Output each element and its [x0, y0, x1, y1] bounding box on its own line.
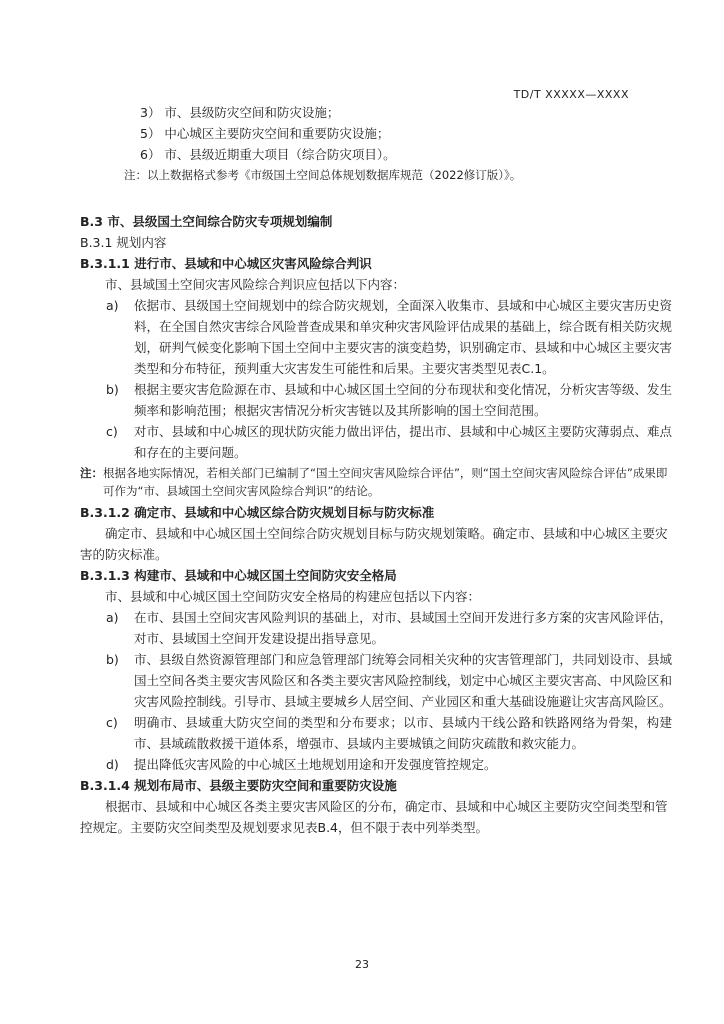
section-paragraph: 根据市、县域和中心城区各类主要灾害风险区的分布，确定市、县域和中心城区主要防灾空间类型和管控规定。主要防灾空间类型及规划要求见表B.4，但不限于表中列举类型。	[80, 799, 668, 835]
data-format-note: 注：以上数据格式参考《市级国土空间总体规划数据库规范（2022修订版）》。	[124, 168, 522, 182]
item-marker: b)	[106, 382, 119, 397]
item-text: 提出降低灾害风险的中心城区土地规划用途和开发强度管控规定。	[134, 757, 497, 772]
section-heading-b311: B.3.1.1 进行市、县域和中心城区灾害风险综合判识	[80, 256, 372, 271]
section-note	[80, 464, 672, 500]
list-item: 3） 市、县级防灾空间和防灾设施；	[140, 105, 340, 120]
note-label: 注：	[80, 466, 103, 480]
section-heading-b3: B.3 市、县级国土空间综合防灾专项规划编制	[80, 214, 333, 229]
item-text: 明确市、县域重大防灾空间的类型和分布要求；以市、县域内干线公路和铁路网络为骨架，构建市、县域疏散救援干道体系，增强市、县域内主要城镇之间防灾疏散和救灾能力。	[134, 715, 672, 751]
list-item	[80, 295, 672, 379]
item-text: 对市、县域和中心城区的现状防灾能力做出评估，提出市、县域和中心城区主要防灾薄弱点、难点和存在的主要问题。	[134, 424, 672, 460]
section-intro: 市、县域国土空间灾害风险综合判识应包括以下内容：	[105, 277, 406, 292]
list-item: 5） 中心城区主要防灾空间和重要防灾设施；	[140, 126, 390, 141]
item-text: 根据主要灾害危险源在市、县域和中心城区国土空间的分布现状和变化情况，分析灾害等级、发生频率和影响范围；根据灾害情况分析灾害链以及其所影响的国土空间范围。	[134, 382, 672, 418]
list-item: 6） 市、县级近期重大项目（综合防灾项目）。	[140, 147, 396, 162]
list-item	[80, 712, 672, 754]
note-text: 根据各地实际情况，若相关部门已编制了“国土空间灾害风险综合评估”，则“国土空间灾害风险综合评估”成果即可作为“市、县域国土空间灾害风险综合判识”的结论。	[103, 466, 668, 498]
section-heading-b312: B.3.1.2 确定市、县域和中心城区综合防灾规划目标与防灾标准	[80, 505, 435, 520]
page-content	[80, 102, 672, 838]
item-marker: b)	[106, 652, 119, 667]
list-item	[80, 754, 672, 775]
document-code: TD/T XXXXX—XXXX	[513, 88, 629, 101]
list-item	[80, 379, 672, 421]
item-marker: a)	[106, 610, 119, 625]
section-paragraph: 确定市、县域和中心城区国土空间综合防灾规划目标与防灾规划策略。确定市、县域和中心城区主要灾害的防灾标准。	[80, 526, 668, 562]
list-item	[80, 421, 672, 463]
item-marker: a)	[106, 298, 119, 313]
item-text: 依据市、县级国土空间规划中的综合防灾规划，全面深入收集市、县域和中心城区主要灾害历史资料，在全国自然灾害综合风险普查成果和单灾种灾害风险评估成果的基础上，综合既有相关防灾规划，研判气候变化影响下国土空间中主要灾害的演变趋势，识别确定市、县域和中心城区主要灾害类型和分布特征，预判重大灾害发生可能性和后果。主要灾害类型见表C.1。	[134, 298, 672, 376]
list-item	[80, 607, 672, 649]
section-heading-b314: B.3.1.4 规划布局市、县级主要防灾空间和重要防灾设施	[80, 778, 397, 793]
item-marker: c)	[106, 424, 118, 439]
item-text: 市、县级自然资源管理部门和应急管理部门统筹会同相关灾种的灾害管理部门，共同划设市、县域国土空间各类主要灾害风险区和各类主要灾害风险控制线，划定中心城区主要灾害高、中风险区和灾害风险控制线。引导市、县域主要城乡人居空间、产业园区和重大基础设施避让灾害高风险区。	[134, 652, 672, 709]
item-text: 在市、县国土空间灾害风险判识的基础上，对市、县域国土空间开发进行多方案的灾害风险评估，对市、县域国土空间开发建设提出指导意见。	[134, 610, 672, 646]
section-intro: 市、县域和中心城区国土空间防灾安全格局的构建应包括以下内容：	[105, 589, 481, 604]
item-marker: d)	[106, 757, 119, 772]
item-marker: c)	[106, 715, 118, 730]
page-number: 23	[355, 958, 369, 971]
list-item	[80, 649, 672, 712]
section-heading-b313: B.3.1.3 构建市、县域和中心城区国土空间防灾安全格局	[80, 568, 397, 583]
section-heading-b31: B.3.1 规划内容	[80, 235, 167, 250]
